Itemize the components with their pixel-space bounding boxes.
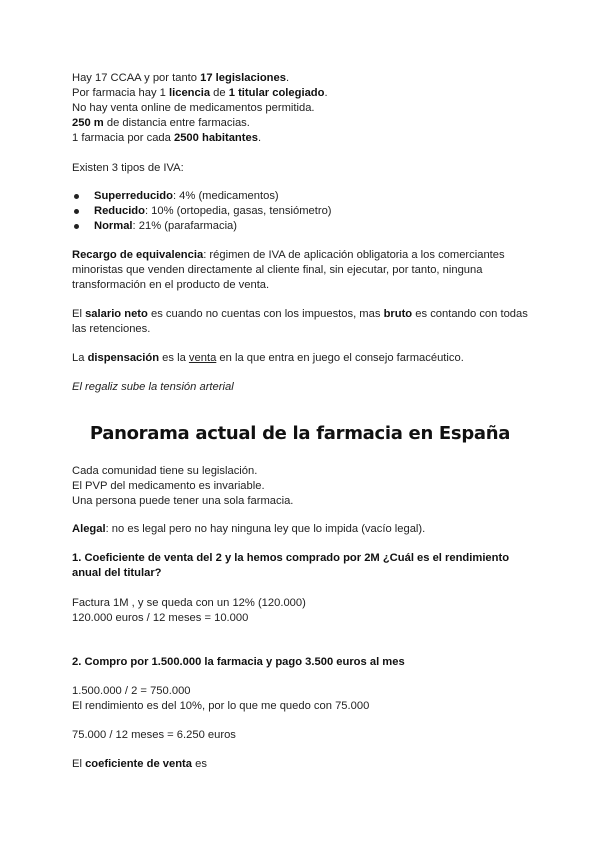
answer-1: Factura 1M , y se queda con un 12% (120.000) 120.000 euros / 12 meses = 10.000 (72, 597, 306, 624)
answer-2: 1.500.000 / 2 = 750.000 El rendimiento es del 10%, por lo que me quedo con 75.000 (72, 685, 370, 712)
answer-2-monthly: 75.000 / 12 meses = 6.250 euros (72, 729, 236, 741)
question-1: 1. Coeficiente de venta del 2 y la hemos comprado por 2M ¿Cuál es el rendimiento anual del titular? (72, 552, 510, 579)
intro-section (72, 71, 532, 146)
regaliz-note: El regaliz sube la tensión arterial (72, 381, 234, 393)
panorama-section: Cada comunidad tiene su legislación. El PVP del medicamento es invariable. Una persona puede tener una sola farmacia. (72, 465, 294, 507)
alegal-paragraph: Alegal: no es legal pero no hay ninguna ley que lo impida (vacío legal). (72, 523, 426, 535)
intro-line-3: No hay venta online de medicamentos permitida. (72, 102, 315, 114)
intro-line-1: Hay 17 CCAA y por tanto 17 legislaciones. (72, 72, 290, 84)
question-2: 2. Compro por 1.500.000 la farmacia y pago 3.500 euros al mes (72, 656, 405, 668)
section-heading: Panorama actual de la farmacia en España (89, 423, 511, 444)
list-item: Superreducido: 4% (medicamentos) (54, 189, 532, 204)
intro-line-2: Por farmacia hay 1 licencia de 1 titular colegiado. (72, 87, 328, 99)
list-item: Normal: 21% (parafarmacia) (54, 219, 532, 234)
iva-list (72, 189, 532, 234)
iva-title: Existen 3 tipos de IVA: (72, 162, 184, 174)
dispensacion-paragraph: La dispensación es la venta en la que entra en juego el consejo farmacéutico. (72, 352, 464, 364)
intro-line-5: 1 farmacia por cada 2500 habitantes. (72, 132, 262, 144)
recargo-paragraph: Recargo de equivalencia: régimen de IVA de aplicación obligatoria a los comerciantes minoristas que venden directamente al cliente final, sin ejecutar, por tanto, ninguna transformación en el producto de venta. (72, 249, 505, 291)
list-item: Reducido: 10% (ortopedia, gasas, tensiómetro) (54, 204, 532, 219)
coeficiente-line: El coeficiente de venta es (72, 758, 207, 770)
salario-paragraph: El salario neto es cuando no cuentas con los impuestos, mas bruto es contando con todas las retenciones. (72, 308, 528, 335)
intro-line-4: 250 m de distancia entre farmacias. (72, 117, 250, 129)
